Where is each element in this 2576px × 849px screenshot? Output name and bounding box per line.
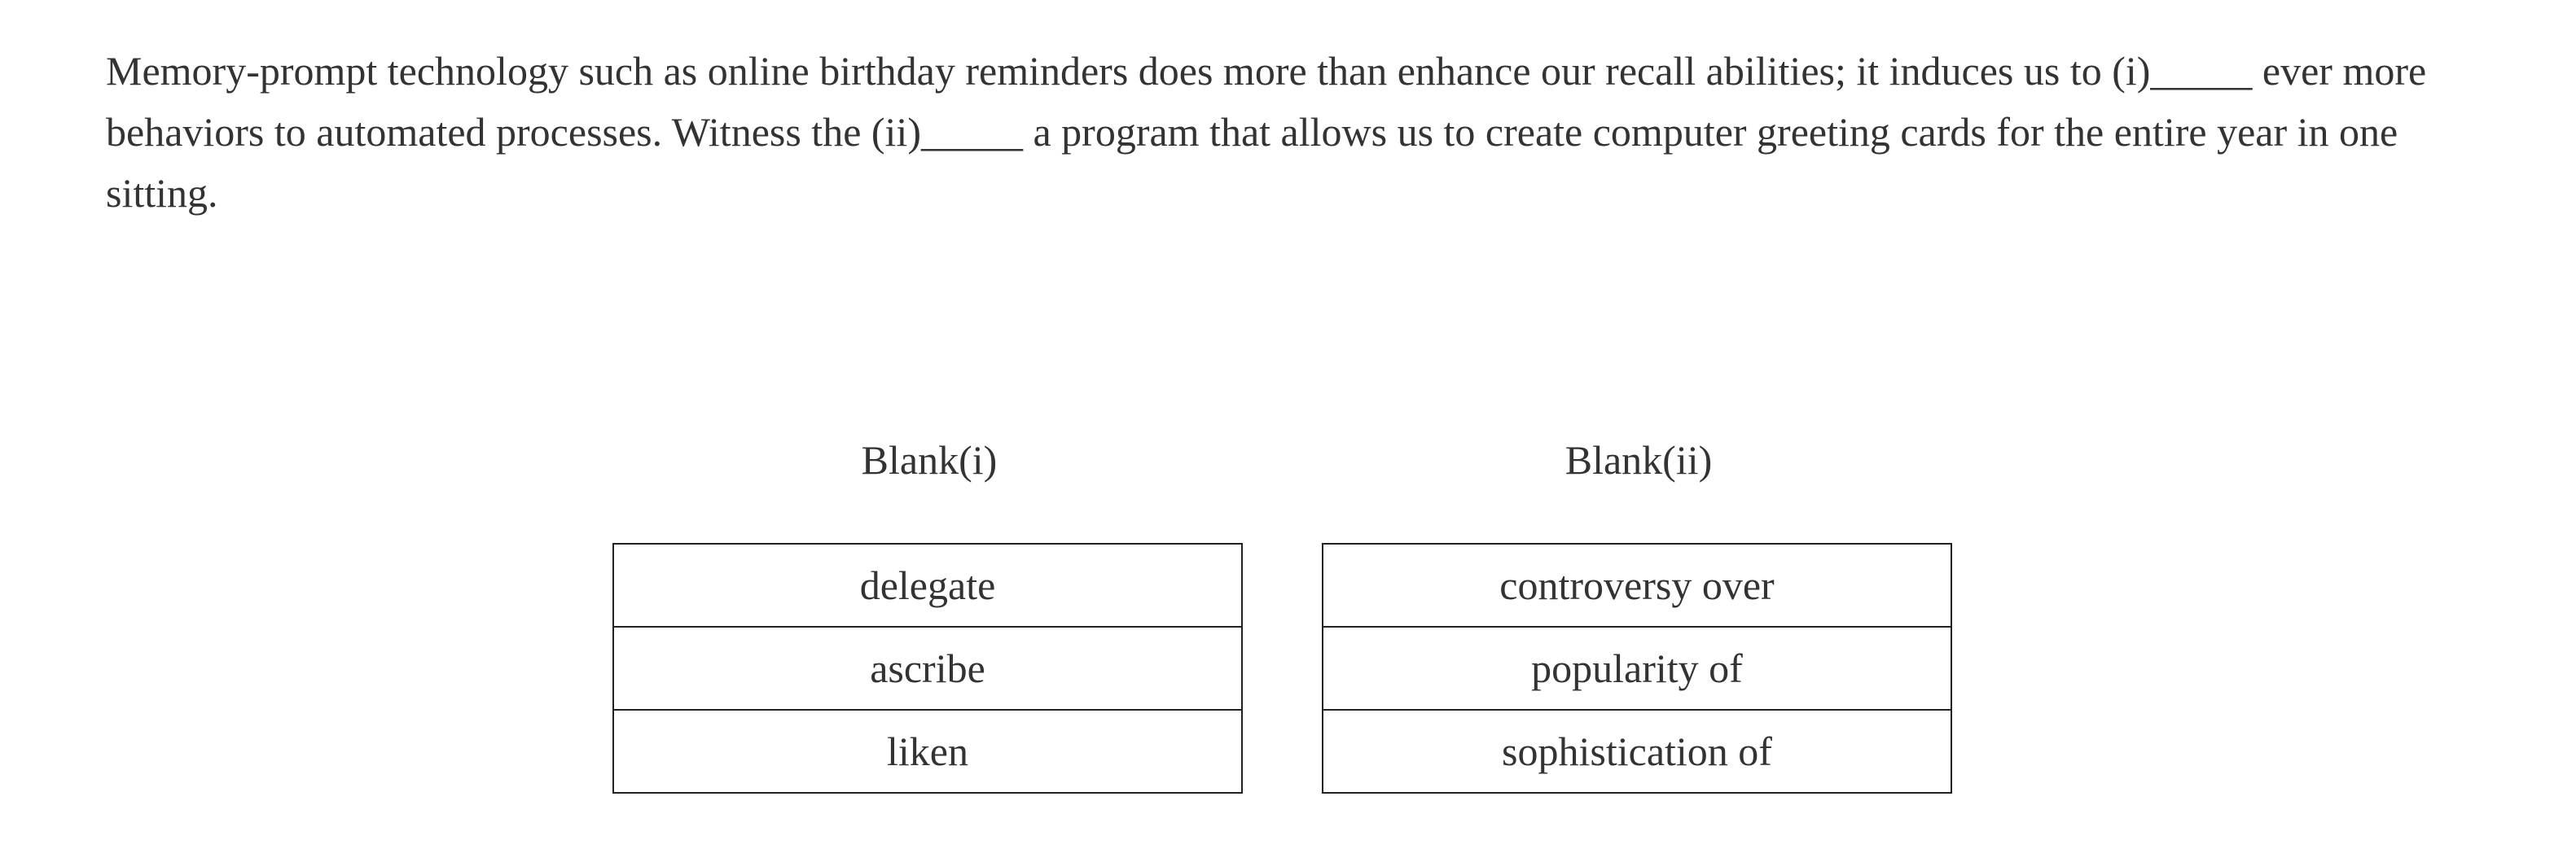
blank-ii-title: Blank(ii)	[1564, 437, 1713, 483]
blank-i-option-delegate[interactable]: delegate	[614, 545, 1241, 628]
blank-ii-choices	[1322, 543, 1952, 794]
blank-ii-option-popularity-of[interactable]: popularity of	[1323, 628, 1951, 711]
blank-ii-option-sophistication-of[interactable]: sophistication of	[1502, 729, 1772, 774]
blank-i-option-ascribe[interactable]: ascribe	[614, 628, 1241, 711]
blank-i-title: Blank(i)	[861, 437, 998, 483]
blank-ii-option-controversy-over[interactable]: controversy over	[1323, 545, 1951, 628]
question-text: Memory-prompt technology such as online birthday reminders does more than enhance our recall abilities; it induces us to (i)_____ ever more behaviors to automated processes. Witness the (ii)_____ a program that allows us to create computer greeting cards for the entire year in one sitting.	[106, 48, 2427, 216]
blank-i-choices	[612, 543, 1243, 794]
blank-i-option-liken[interactable]: liken	[887, 729, 968, 774]
